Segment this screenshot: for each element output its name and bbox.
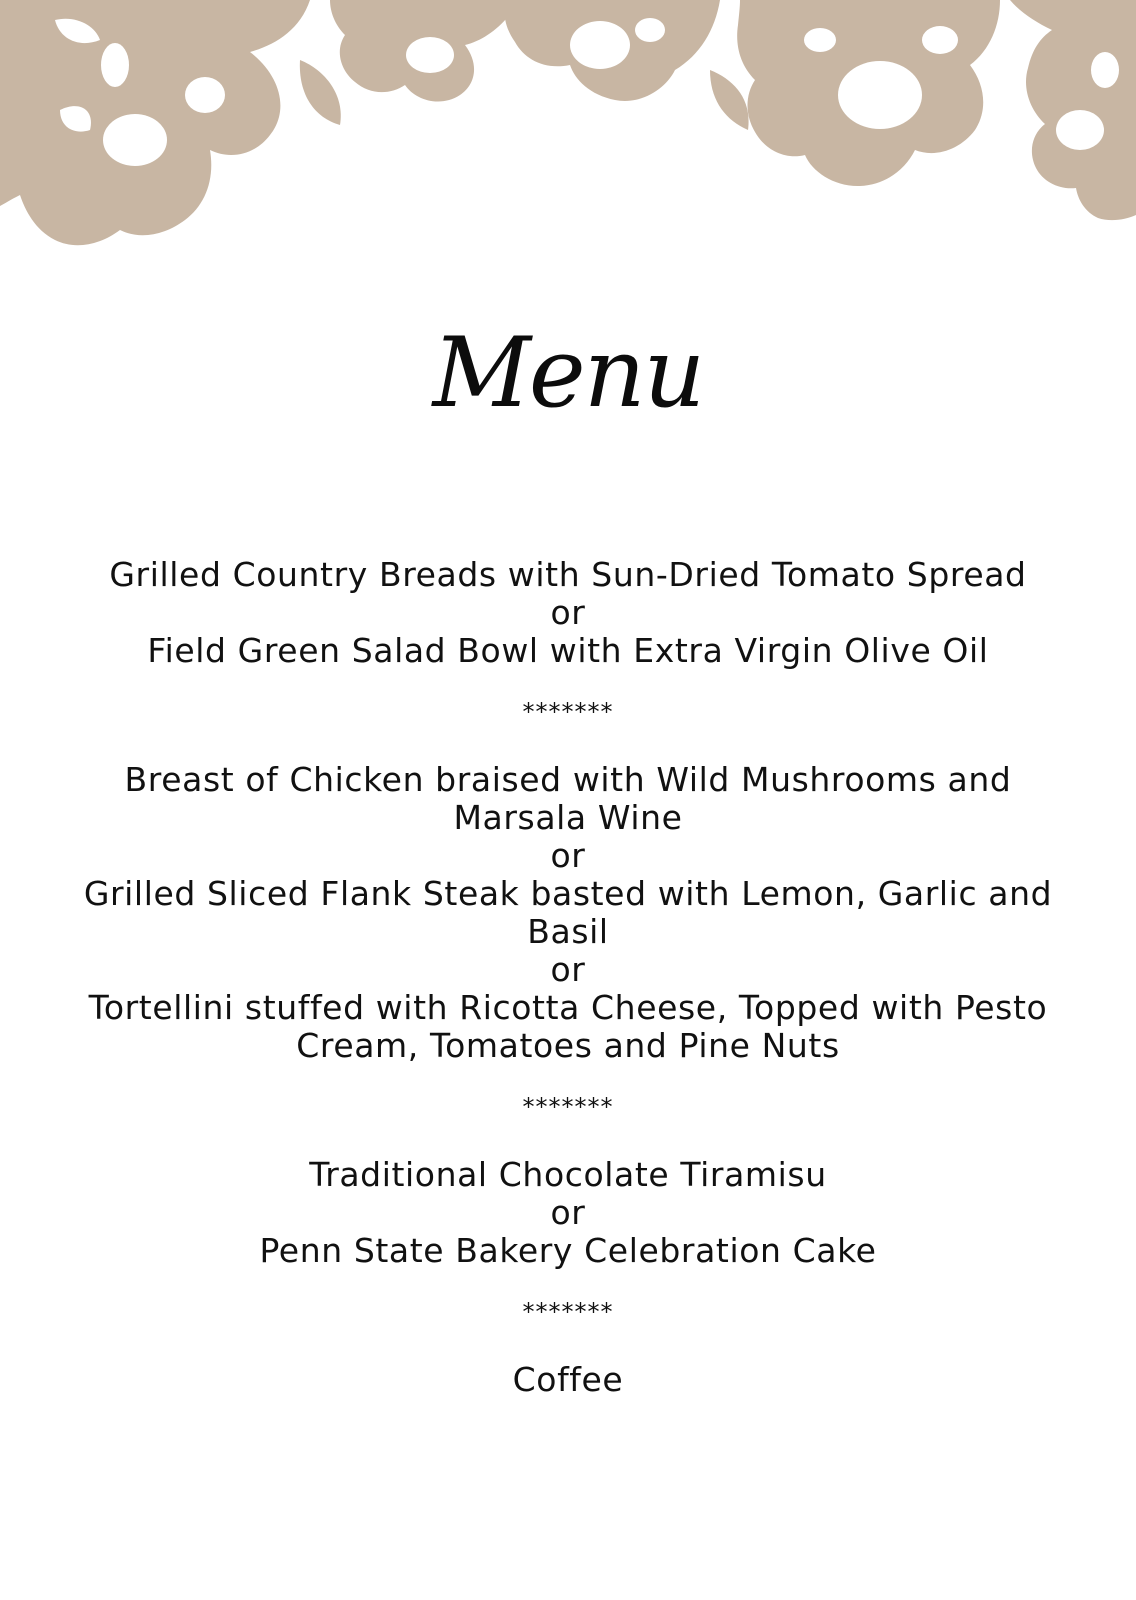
dish-item: Coffee (512, 1360, 624, 1399)
dish-item: Field Green Salad Bowl with Extra Virgin Olive Oil (147, 631, 989, 670)
or-divider: or (550, 593, 586, 632)
lace-cutout (1091, 52, 1119, 88)
lace-cutout (103, 114, 167, 166)
or-divider: or (550, 836, 586, 875)
lace-leaf (300, 60, 341, 125)
dish-item: Breast of Chicken braised with Wild Mushrooms and Marsala Wine (124, 760, 1012, 837)
lace-cutout (101, 43, 129, 87)
menu-body (70, 556, 1066, 1399)
course-beverage (70, 1361, 1066, 1399)
lace-cutout (838, 61, 922, 129)
lace-cutout (1056, 110, 1104, 150)
lace-cutout (406, 37, 454, 73)
course-desserts (70, 1156, 1066, 1270)
dish-item: Traditional Chocolate Tiramisu (309, 1155, 827, 1194)
dish-item: Grilled Country Breads with Sun-Dried Tomato Spread (109, 555, 1027, 594)
course-mains (70, 761, 1066, 1065)
lace-flower (1010, 0, 1136, 220)
dish-item: Penn State Bakery Celebration Cake (259, 1231, 877, 1270)
course-separator: ******* (522, 698, 614, 726)
lace-leaf (710, 70, 749, 130)
course-separator: ******* (522, 1093, 614, 1121)
lace-cutout (922, 26, 958, 54)
lace-cutout (635, 18, 665, 42)
lace-cutout (185, 77, 225, 113)
dish-item: Tortellini stuffed with Ricotta Cheese, Topped with Pesto Cream, Tomatoes and Pine Nuts (88, 988, 1048, 1065)
course-starters (70, 556, 1066, 670)
lace-floral-border (0, 0, 1136, 255)
course-separator: ******* (522, 1298, 614, 1326)
or-divider: or (550, 950, 586, 989)
or-divider: or (550, 1193, 586, 1232)
lace-cutout (570, 21, 630, 69)
menu-title: Menu (432, 317, 704, 429)
dish-item: Grilled Sliced Flank Steak basted with Lemon, Garlic and Basil (83, 874, 1053, 951)
lace-cutout (804, 28, 836, 52)
